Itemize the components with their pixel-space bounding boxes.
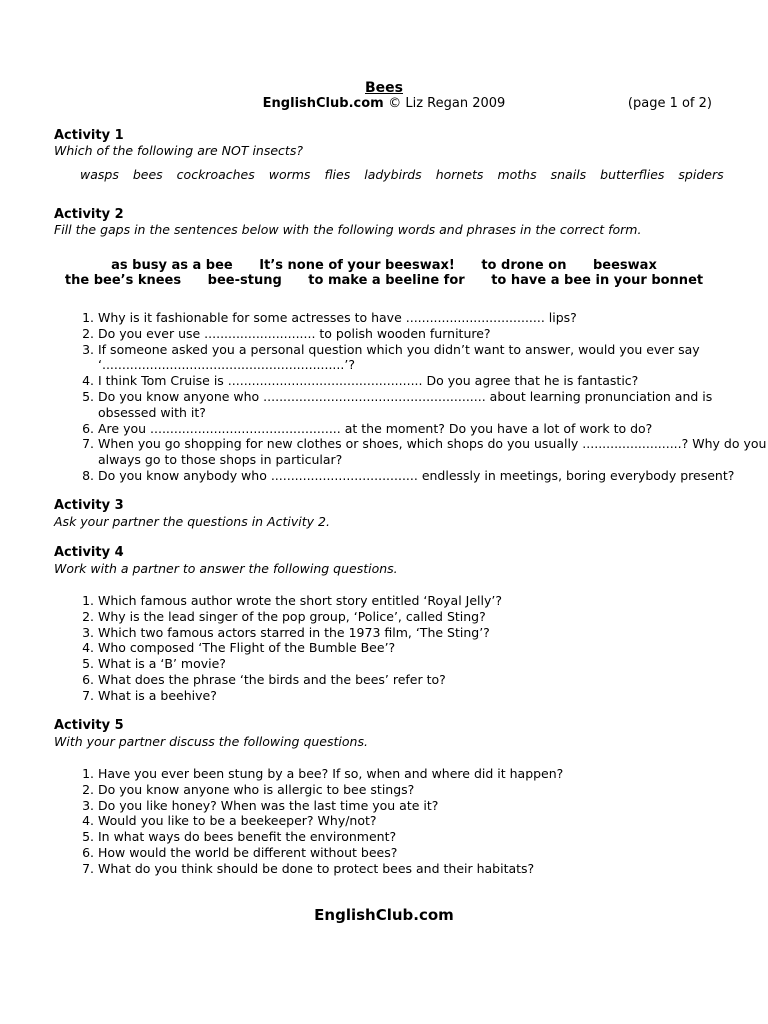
activity-2-instruction: Fill the gaps in the sentences below with the following words and phrases in the correct form.: [54, 222, 642, 237]
page-title: Bees: [365, 80, 403, 96]
phrase-item: beeswax: [592, 258, 657, 273]
word-item: ladybirds: [364, 167, 422, 182]
question-item: 1. Why is it fashionable for some actresses to have ................................... lips?: [98, 310, 768, 326]
phrase-item: It’s none of your beeswax!: [259, 258, 455, 273]
question-item: 6. How would the world be different without bees?: [98, 845, 768, 861]
word-item: snails: [550, 167, 587, 182]
phrase-item: bee-stung: [207, 273, 282, 288]
activity-3-instruction: Ask your partner the questions in Activity 2.: [54, 514, 330, 529]
word-item: bees: [132, 167, 163, 182]
activity-1-instruction: Which of the following are NOT insects?: [54, 143, 303, 158]
question-item: 1. Have you ever been stung by a bee? If so, when and where did it happen?: [98, 766, 768, 782]
question-item: 2. Do you ever use ............................ to polish wooden furniture?: [98, 326, 768, 342]
question-item: 1. Which famous author wrote the short story entitled ‘Royal Jelly’?: [98, 593, 768, 609]
question-item: 2. Do you know anyone who is allergic to bee stings?: [98, 782, 768, 798]
activity-5-instruction: With your partner discuss the following questions.: [54, 734, 368, 749]
question-item: 2. Why is the lead singer of the pop group, ‘Police’, called Sting?: [98, 609, 768, 625]
phrase-item: the bee’s knees: [64, 273, 182, 288]
question-item: 4. Would you like to be a beekeeper? Why/not?: [98, 813, 768, 829]
activity-4-question-list: [54, 593, 768, 704]
activity-5-question-list: [54, 766, 768, 877]
phrase-item: to make a beeline for: [308, 273, 465, 288]
word-item: worms: [268, 167, 311, 182]
copyright: © Liz Regan 2009: [388, 96, 506, 111]
brand-name: EnglishClub.com: [262, 96, 384, 111]
question-item: 8. Do you know anybody who ..................................... endlessly in meetings, boring everybody present?: [98, 468, 768, 484]
question-item: 4. Who composed ‘The Flight of the Bumble Bee’?: [98, 640, 768, 656]
question-item: 4. I think Tom Cruise is ................................................. Do you agree that he is fantastic?: [98, 373, 768, 389]
activity-4-title: Activity 4: [54, 545, 124, 560]
question-item: 5. Do you know anyone who ........................................................ about learning pronunciation and is obsessed with it?: [98, 389, 768, 421]
word-item: hornets: [435, 167, 484, 182]
phrase-item: to drone on: [481, 258, 567, 273]
phrase-item: as busy as a bee: [111, 258, 233, 273]
activity-5-title: Activity 5: [54, 718, 124, 733]
question-item: 7. What do you think should be done to protect bees and their habitats?: [98, 861, 768, 877]
question-item: 3. Do you like honey? When was the last time you ate it?: [98, 798, 768, 814]
question-item: 7. When you go shopping for new clothes or shoes, which shops do you usually .........................? Why do you always go to those shops in particular?: [98, 436, 768, 468]
page-number: (page 1 of 2): [627, 96, 712, 111]
phrase-row-1: [0, 258, 768, 273]
word-item: cockroaches: [176, 167, 255, 182]
question-item: 7. What is a beehive?: [98, 688, 768, 704]
word-item: moths: [497, 167, 537, 182]
phrase-item: to have a bee in your bonnet: [491, 273, 704, 288]
word-item: flies: [324, 167, 351, 182]
activity-2-question-list: [54, 310, 768, 484]
activity-4-instruction: Work with a partner to answer the following questions.: [54, 561, 398, 576]
question-item: 6. Are you ................................................ at the moment? Do you have a lot of work to do?: [98, 421, 768, 437]
question-item: 3. Which two famous actors starred in the 1973 film, ‘The Sting’?: [98, 625, 768, 641]
activity-3-title: Activity 3: [54, 498, 124, 513]
question-item: 3. If someone asked you a personal question which you didn’t want to answer, would you ever say ‘.............................................................’?: [98, 342, 768, 374]
question-item: 5. What is a ‘B’ movie?: [98, 656, 768, 672]
activity-1-word-list: [80, 167, 724, 182]
activity-1-title: Activity 1: [54, 128, 124, 143]
word-item: wasps: [80, 167, 119, 182]
activity-2-title: Activity 2: [54, 207, 124, 222]
phrase-row-2: [0, 273, 768, 288]
word-item: spiders: [678, 167, 724, 182]
footer-brand: EnglishClub.com: [314, 906, 454, 924]
question-item: 6. What does the phrase ‘the birds and the bees’ refer to?: [98, 672, 768, 688]
word-item: butterflies: [600, 167, 665, 182]
question-item: 5. In what ways do bees benefit the environment?: [98, 829, 768, 845]
